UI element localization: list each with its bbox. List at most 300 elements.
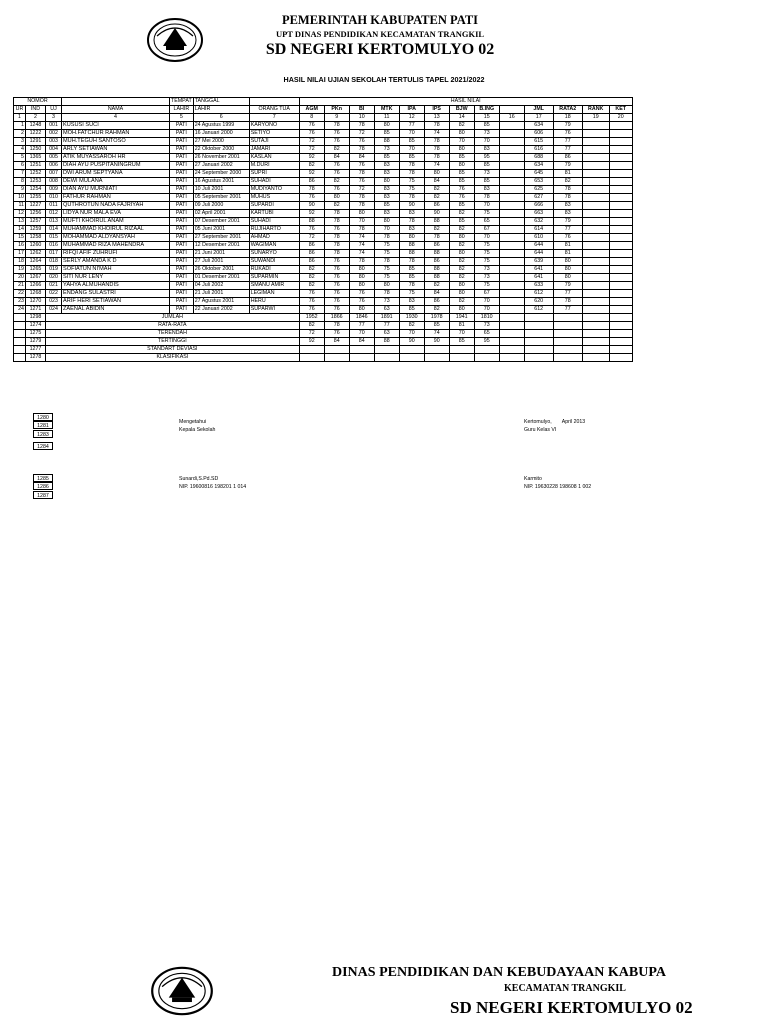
grade-cell: 81 [553, 170, 582, 178]
grade-cell: 79 [553, 162, 582, 170]
summary-value [374, 346, 399, 354]
footer-letterhead-district: KECAMATAN TRANGKIL [504, 983, 626, 994]
summary-value: 65 [474, 330, 499, 338]
column-number: 16 [499, 114, 524, 122]
grade-cell: 85 [449, 178, 474, 186]
birth-place: PATI [170, 138, 194, 146]
student-number: 23 [14, 298, 26, 306]
blank-cell [609, 338, 632, 346]
header-nama: NAMA [62, 106, 170, 114]
student-row [14, 178, 633, 186]
column-number: 6 [193, 114, 249, 122]
student-index: 1251 [26, 162, 46, 170]
grade-cell: 79 [553, 122, 582, 130]
grade-cell: 84 [424, 178, 449, 186]
parent-name: SETIYO [249, 130, 299, 138]
grade-cell: 92 [299, 154, 324, 162]
grade-cell: 85 [374, 154, 399, 162]
grade-cell: 639 [524, 258, 553, 266]
header-blank [62, 98, 170, 106]
grade-cell: 625 [524, 186, 553, 194]
grade-cell: 88 [424, 250, 449, 258]
grade-cell: 70 [474, 298, 499, 306]
grade-cell: 83 [474, 146, 499, 154]
grade-cell [499, 154, 524, 162]
grade-cell: 74 [349, 250, 374, 258]
student-name: ATIK MUYASSAROH HR [62, 154, 170, 162]
grade-cell: 80 [449, 290, 474, 298]
signature-right [524, 418, 585, 434]
student-index: 1254 [26, 186, 46, 194]
footer-letterhead-office: DINAS PENDIDIKAN DAN KEBUDAYAAN KABUPA [332, 965, 666, 980]
header-column-numbers [14, 114, 633, 122]
grade-cell: 74 [349, 234, 374, 242]
grade-cell: 80 [349, 306, 374, 314]
summary-value: 63 [374, 330, 399, 338]
grade-cell: 67 [474, 290, 499, 298]
grade-cell: 80 [349, 210, 374, 218]
grade-cell: 73 [474, 130, 499, 138]
blank-cell [553, 354, 582, 362]
summary-value [349, 354, 374, 362]
blank-cell [609, 322, 632, 330]
birth-place: PATI [170, 122, 194, 130]
summary-value: 90 [399, 338, 424, 346]
column-number: 9 [324, 114, 349, 122]
grade-cell: 85 [399, 154, 424, 162]
grade-cell: 80 [349, 274, 374, 282]
grade-cell: 76 [324, 298, 349, 306]
grade-cell: 80 [449, 162, 474, 170]
student-row [14, 186, 633, 194]
summary-value: 73 [474, 322, 499, 330]
grade-cell: 75 [399, 290, 424, 298]
column-number: 10 [349, 114, 374, 122]
blank-cell [499, 354, 524, 362]
grade-cell: 75 [399, 178, 424, 186]
grade-cell: 78 [399, 258, 424, 266]
summary-value [424, 354, 449, 362]
student-name: ZAENAL ABIDIN [62, 306, 170, 314]
birth-place: PATI [170, 258, 194, 266]
grade-cell: 82 [299, 274, 324, 282]
grade-cell: 78 [474, 194, 499, 202]
student-name: ARLY SETIAWAN [62, 146, 170, 154]
grade-cell [499, 146, 524, 154]
grade-cell: 78 [553, 298, 582, 306]
exam-number: 002 [46, 130, 62, 138]
signature-right-date: April 2013 [561, 419, 586, 425]
summary-value [374, 354, 399, 362]
grade-cell: 75 [374, 266, 399, 274]
rank-cell [582, 194, 609, 202]
column-number: 18 [553, 114, 582, 122]
summary-value: 85 [424, 322, 449, 330]
grade-cell: 88 [399, 250, 424, 258]
birth-date: 21 Juni 2001 [193, 250, 249, 258]
grade-cell: 70 [449, 138, 474, 146]
blank-cell [582, 314, 609, 322]
extra-index-cell: 1281 [33, 421, 53, 429]
note-cell [609, 234, 632, 242]
student-row [14, 242, 633, 250]
exam-number: 024 [46, 306, 62, 314]
student-index: 1222 [26, 130, 46, 138]
birth-place: PATI [170, 234, 194, 242]
exam-number: 004 [46, 146, 62, 154]
parent-name: SUPARWI [249, 306, 299, 314]
header-lahir-tempat: LAHIR [170, 106, 194, 114]
grade-cell: 627 [524, 194, 553, 202]
student-number: 21 [14, 282, 26, 290]
student-number: 14 [14, 226, 26, 234]
blank-cell [609, 354, 632, 362]
student-index: 1256 [26, 210, 46, 218]
student-row [14, 162, 633, 170]
subject-header: B.ING [474, 106, 499, 114]
grade-cell: 86 [299, 242, 324, 250]
birth-date: 04 Juli 2002 [193, 282, 249, 290]
blank-cell [609, 346, 632, 354]
column-number: 12 [399, 114, 424, 122]
grade-cell: 75 [374, 242, 399, 250]
grade-cell: 75 [374, 250, 399, 258]
student-index: 1271 [26, 306, 46, 314]
birth-date: 16 Januari 2000 [193, 130, 249, 138]
student-number: 24 [14, 306, 26, 314]
exam-number: 001 [46, 122, 62, 130]
exam-number: 014 [46, 226, 62, 234]
grade-cell: 614 [524, 226, 553, 234]
grade-cell: 70 [474, 138, 499, 146]
header-urut: UR [14, 106, 26, 114]
exam-number: 006 [46, 162, 62, 170]
grade-cell: 76 [324, 170, 349, 178]
blank-cell [499, 322, 524, 330]
grade-cell: 72 [349, 186, 374, 194]
blank-cell [14, 354, 26, 362]
grade-cell: 86 [424, 298, 449, 306]
grade-cell: 81 [553, 242, 582, 250]
grade-cell: 78 [349, 170, 374, 178]
student-index: 1266 [26, 282, 46, 290]
summary-row [14, 314, 633, 322]
student-index: 1259 [26, 226, 46, 234]
birth-date: 05 Juni 2001 [193, 226, 249, 234]
grade-cell: 86 [299, 178, 324, 186]
letterhead-government: PEMERINTAH KABUPATEN PATI [281, 13, 479, 27]
grade-cell: 78 [374, 290, 399, 298]
summary-value: 76 [324, 330, 349, 338]
grade-cell: 82 [449, 258, 474, 266]
parent-name: SUPARMIN [249, 274, 299, 282]
student-index: 1253 [26, 178, 46, 186]
blank-cell [14, 330, 26, 338]
grade-cell: 77 [553, 138, 582, 146]
student-row [14, 154, 633, 162]
rank-cell [582, 274, 609, 282]
footer-letterhead [0, 958, 768, 1024]
summary-value: 84 [349, 338, 374, 346]
grade-cell: 78 [324, 234, 349, 242]
blank-cell [553, 346, 582, 354]
student-name: MOH.FATCHUR RAHMAN [62, 130, 170, 138]
grade-cell: 80 [374, 218, 399, 226]
student-index: 1262 [26, 250, 46, 258]
grade-cell: 82 [424, 306, 449, 314]
grade-cell: 70 [474, 306, 499, 314]
summary-value: 1846 [349, 314, 374, 322]
grade-cell: 80 [399, 234, 424, 242]
grade-cell: 85 [374, 202, 399, 210]
summary-value: 70 [349, 330, 374, 338]
birth-date: 24 Agustus 1999 [193, 122, 249, 130]
grade-cell: 76 [449, 194, 474, 202]
birth-date: 01 Desember 2001 [193, 274, 249, 282]
grade-cell: 76 [299, 130, 324, 138]
parent-name: SUPARDI [249, 202, 299, 210]
parent-name: KASLAN [249, 154, 299, 162]
column-number: 13 [424, 114, 449, 122]
rank-cell [582, 178, 609, 186]
student-row [14, 258, 633, 266]
rank-cell [582, 138, 609, 146]
parent-name: SMANU AMIR [249, 282, 299, 290]
parent-name: RUJIHARTO [249, 226, 299, 234]
column-number: 15 [474, 114, 499, 122]
grade-cell: 83 [374, 162, 399, 170]
grade-cell [499, 178, 524, 186]
exam-number: 022 [46, 290, 62, 298]
parent-name: AHMAD [249, 234, 299, 242]
extra-index-cell: 1286 [33, 482, 53, 490]
grade-cell: 76 [324, 290, 349, 298]
grade-cell [499, 258, 524, 266]
blank-cell [524, 322, 553, 330]
grade-cell: 78 [424, 154, 449, 162]
student-number: 15 [14, 234, 26, 242]
summary-label: STANDART DEVIASI [46, 346, 300, 354]
grade-cell: 663 [524, 210, 553, 218]
grade-cell: 81 [553, 250, 582, 258]
note-cell [609, 146, 632, 154]
student-name: ENDANG SULASTRI [62, 290, 170, 298]
summary-label: TERTINGGI [46, 338, 300, 346]
grade-cell: 77 [553, 290, 582, 298]
parent-name: MUHUS [249, 194, 299, 202]
grade-cell: 76 [299, 298, 324, 306]
summary-value: 88 [374, 338, 399, 346]
grade-cell: 88 [424, 218, 449, 226]
grade-cell: 75 [474, 282, 499, 290]
grade-cell [499, 210, 524, 218]
grade-cell: 77 [553, 226, 582, 234]
rank-cell [582, 210, 609, 218]
student-row [14, 306, 633, 314]
rank-cell [582, 242, 609, 250]
note-cell [609, 266, 632, 274]
column-number: 17 [524, 114, 553, 122]
student-row [14, 282, 633, 290]
signature-right-place-date [524, 418, 585, 426]
grade-cell: 75 [474, 250, 499, 258]
grade-cell: 80 [553, 274, 582, 282]
student-row [14, 138, 633, 146]
student-row [14, 130, 633, 138]
grade-cell: 84 [349, 154, 374, 162]
birth-date: 26 Oktober 2001 [193, 266, 249, 274]
grade-cell: 72 [299, 138, 324, 146]
grade-cell: 633 [524, 282, 553, 290]
note-cell [609, 210, 632, 218]
grade-cell: 78 [399, 282, 424, 290]
grade-cell: 80 [553, 266, 582, 274]
grade-cell: 79 [553, 218, 582, 226]
grade-cell: 615 [524, 138, 553, 146]
grades-table-body [14, 98, 633, 362]
signature-left-nip: NIP. 19600816 198201 1 014 [179, 484, 247, 490]
summary-value [299, 354, 324, 362]
birth-place: PATI [170, 170, 194, 178]
rank-cell [582, 218, 609, 226]
grade-cell: 76 [324, 226, 349, 234]
student-index: 1248 [26, 122, 46, 130]
grade-cell: 80 [449, 234, 474, 242]
grade-cell: 82 [424, 186, 449, 194]
student-name: RIFQI AFIF ZUHRUFI [62, 250, 170, 258]
grade-cell: 70 [399, 130, 424, 138]
grade-cell: 82 [449, 226, 474, 234]
signature-left-name: Sunardi,S.Pd.SD [179, 476, 219, 482]
grade-cell: 80 [449, 130, 474, 138]
summary-value: 85 [449, 338, 474, 346]
grade-cell: 70 [374, 226, 399, 234]
grades-table [13, 97, 633, 362]
grade-cell: 80 [349, 282, 374, 290]
grade-cell: 72 [299, 146, 324, 154]
summary-value: 1866 [324, 314, 349, 322]
grade-cell: 80 [449, 146, 474, 154]
grade-cell: 80 [374, 178, 399, 186]
student-number: 18 [14, 258, 26, 266]
summary-value [474, 354, 499, 362]
grade-cell: 70 [474, 234, 499, 242]
grade-cell: 83 [399, 298, 424, 306]
summary-value: 84 [324, 338, 349, 346]
student-name: LIDYA NUR MALA EVA [62, 210, 170, 218]
grade-cell: 76 [324, 130, 349, 138]
grade-cell: 77 [553, 146, 582, 154]
grade-cell [499, 234, 524, 242]
rank-cell [582, 298, 609, 306]
rank-cell [582, 234, 609, 242]
exam-number: 013 [46, 218, 62, 226]
birth-date: 05 September 2001 [193, 194, 249, 202]
note-cell [609, 274, 632, 282]
grade-cell: 86 [553, 154, 582, 162]
summary-value [349, 346, 374, 354]
grade-cell: 86 [424, 258, 449, 266]
report-title: HASIL NILAI UJIAN SEKOLAH TERTULIS TAPEL 2021/2022 [283, 75, 485, 84]
grade-cell: 72 [299, 234, 324, 242]
grade-cell: 634 [524, 122, 553, 130]
grade-cell: 84 [324, 154, 349, 162]
birth-place: PATI [170, 186, 194, 194]
grade-cell: 641 [524, 274, 553, 282]
column-number: 19 [582, 114, 609, 122]
blank-cell [499, 346, 524, 354]
grade-cell: 78 [349, 202, 374, 210]
note-cell [609, 130, 632, 138]
footer-letterhead-school: SD NEGERI KERTOMULYO 02 [450, 998, 693, 1017]
student-name: ARIF HERI SETIAWAN [62, 298, 170, 306]
grade-cell: 83 [374, 170, 399, 178]
grade-cell: 82 [449, 274, 474, 282]
student-row [14, 290, 633, 298]
summary-value: 92 [299, 338, 324, 346]
extra-index-cell: 1280 [33, 413, 53, 421]
summary-value [424, 346, 449, 354]
student-row [14, 266, 633, 274]
grade-cell: 76 [553, 130, 582, 138]
summary-value: 90 [424, 338, 449, 346]
student-number: 7 [14, 170, 26, 178]
exam-number: 005 [46, 154, 62, 162]
summary-value: 1891 [374, 314, 399, 322]
grade-cell: 644 [524, 242, 553, 250]
blank-cell [524, 346, 553, 354]
summary-label: JUMLAH [46, 314, 300, 322]
grade-cell: 610 [524, 234, 553, 242]
summary-label: TERENDAH [46, 330, 300, 338]
parent-name: HERU [249, 298, 299, 306]
grade-cell: 83 [374, 210, 399, 218]
exam-number: 015 [46, 234, 62, 242]
student-number: 3 [14, 138, 26, 146]
birth-place: PATI [170, 202, 194, 210]
summary-index: 1298 [26, 314, 46, 322]
birth-date: 22 Oktober 2000 [193, 146, 249, 154]
note-cell [609, 218, 632, 226]
rank-cell [582, 202, 609, 210]
subject-header: IPS [424, 106, 449, 114]
grade-cell: 616 [524, 146, 553, 154]
blank-cell [553, 338, 582, 346]
summary-value: 70 [449, 330, 474, 338]
parent-name: SUNARYO [249, 250, 299, 258]
grade-cell: 67 [474, 226, 499, 234]
grade-cell: 653 [524, 178, 553, 186]
grade-cell: 85 [449, 154, 474, 162]
birth-place: PATI [170, 306, 194, 314]
blank-cell [499, 314, 524, 322]
summary-value: 82 [299, 322, 324, 330]
column-number: 8 [299, 114, 324, 122]
grade-cell: 76 [553, 234, 582, 242]
grade-cell: 82 [553, 178, 582, 186]
grade-cell: 92 [299, 170, 324, 178]
note-cell [609, 154, 632, 162]
birth-place: PATI [170, 274, 194, 282]
grade-cell: 80 [553, 258, 582, 266]
grade-cell: 82 [449, 298, 474, 306]
grade-cell: 70 [349, 218, 374, 226]
summary-value: 82 [399, 322, 424, 330]
grade-cell: 90 [299, 202, 324, 210]
student-name: DWI ARUM SEPTYANA [62, 170, 170, 178]
signature-right-name: Karmito [524, 476, 542, 482]
header-lahir-tanggal: LAHIR [193, 106, 249, 114]
